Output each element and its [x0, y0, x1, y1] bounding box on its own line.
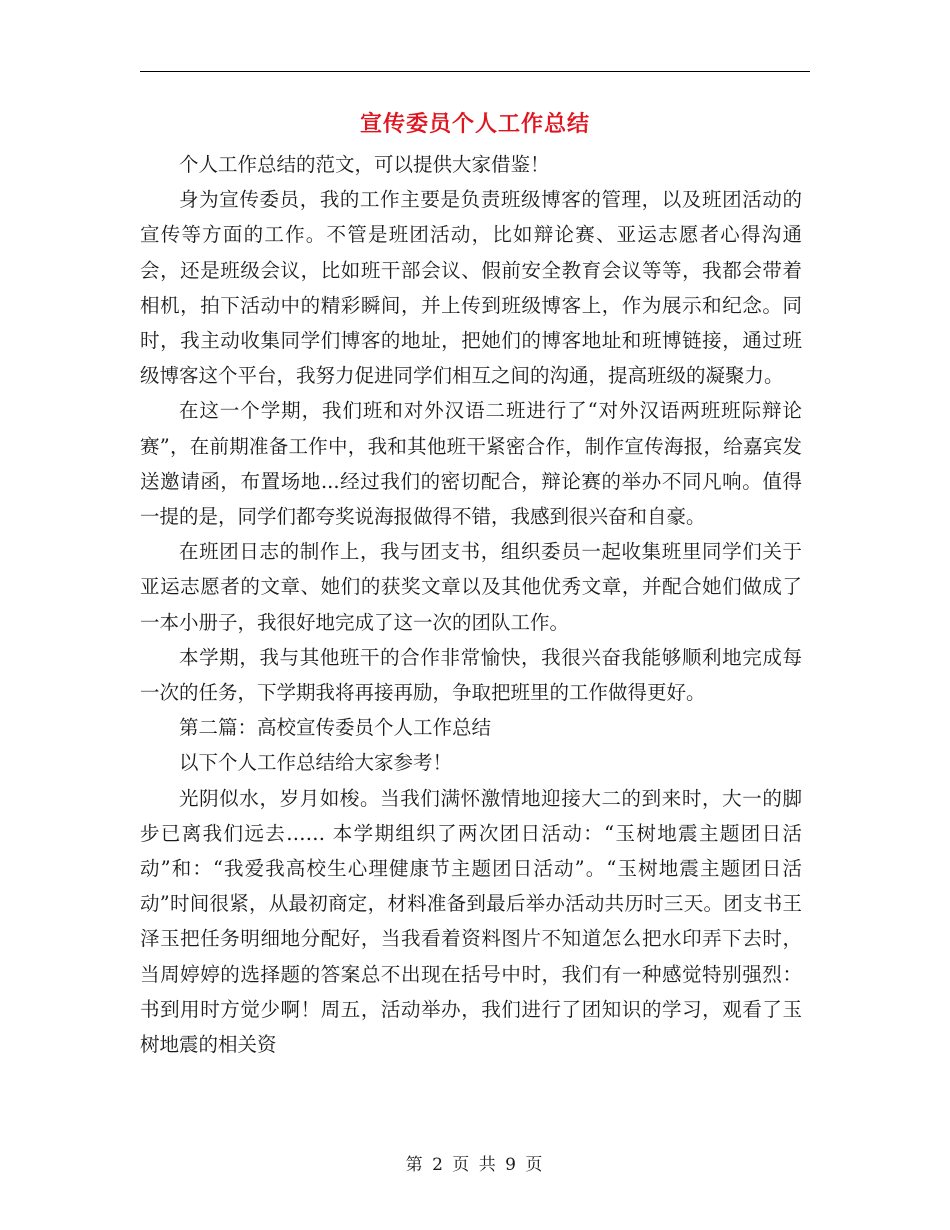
document-title: 宣传委员个人工作总结 — [359, 112, 590, 137]
paragraph-2: 身为宣传委员，我的工作主要是负责班级博客的管理，以及班团活动的宣传等方面的工作。不管是班团活动，比如辩论赛、亚运志愿者心得沟通会，还是班级会议，比如班干部会议、假前安全教育会议等等，我都会带着相机，拍下活动中的精彩瞬间，并上传到班级博客上，作为展示和纪念。同时，我主动收集同学们博客的地址，把她们的博客地址和班博链接，通过班级博客这个平台，我努力促进同学们相互之间的沟通，提高班级的凝聚力。 — [140, 188, 802, 388]
document-body — [140, 147, 802, 1062]
paragraph-3: 在这一个学期，我们班和对外汉语二班进行了“对外汉语两班班际辩论赛”，在前期准备工作中，我和其他班干紧密合作，制作宣传海报，给嘉宾发送邀请函，布置场地...经过我们的密切配合，辩论赛的举办不同凡响。值得一提的是，同学们都夸奖说海报做得不错，我感到很兴奋和自豪。 — [140, 399, 802, 529]
header-rule — [140, 71, 810, 72]
paragraph-1: 个人工作总结的范文，可以提供大家借鉴！ — [179, 153, 550, 176]
section-heading-2: 第二篇：高校宣传委员个人工作总结 — [179, 716, 492, 740]
paragraph-4: 在班团日志的制作上，我与团支书，组织委员一起收集班里同学们关于亚运志愿者的文章、她们的获奖文章以及其他优秀文章，并配合她们做成了一本小册子，我很好地完成了这一次的团队工作。 — [140, 540, 802, 634]
page-footer: 第 2 页 共 9 页 — [405, 1155, 545, 1175]
paragraph-6: 以下个人工作总结给大家参考！ — [179, 751, 453, 775]
paragraph-7: 光阴似水，岁月如梭。当我们满怀激情地迎接大二的到来时，大一的脚步已离我们远去…… 本学期组织了两次团日活动：“玉树地震主题团日活动”和：“我爱我高校生心理健康节主题团日活动”。“玉树地震主题团日活动”时间很紧，从最初商定，材料准备到最后举办活动共历时三天。团支书王泽玉把任务明细地分配好，当我看着资料图片不知道怎么把水印弄下去时，当周婷婷的选择题的答案总不出现在括号中时，我们有一种感觉特别强烈：书到用时方觉少啊！周五，活动举办，我们进行了团知识的学习，观看了玉树地震的相关资 — [140, 786, 802, 1057]
paragraph-5: 本学期，我与其他班干的合作非常愉快，我很兴奋我能够顺利地完成每一次的任务，下学期我将再接再励，争取把班里的工作做得更好。 — [140, 645, 802, 705]
